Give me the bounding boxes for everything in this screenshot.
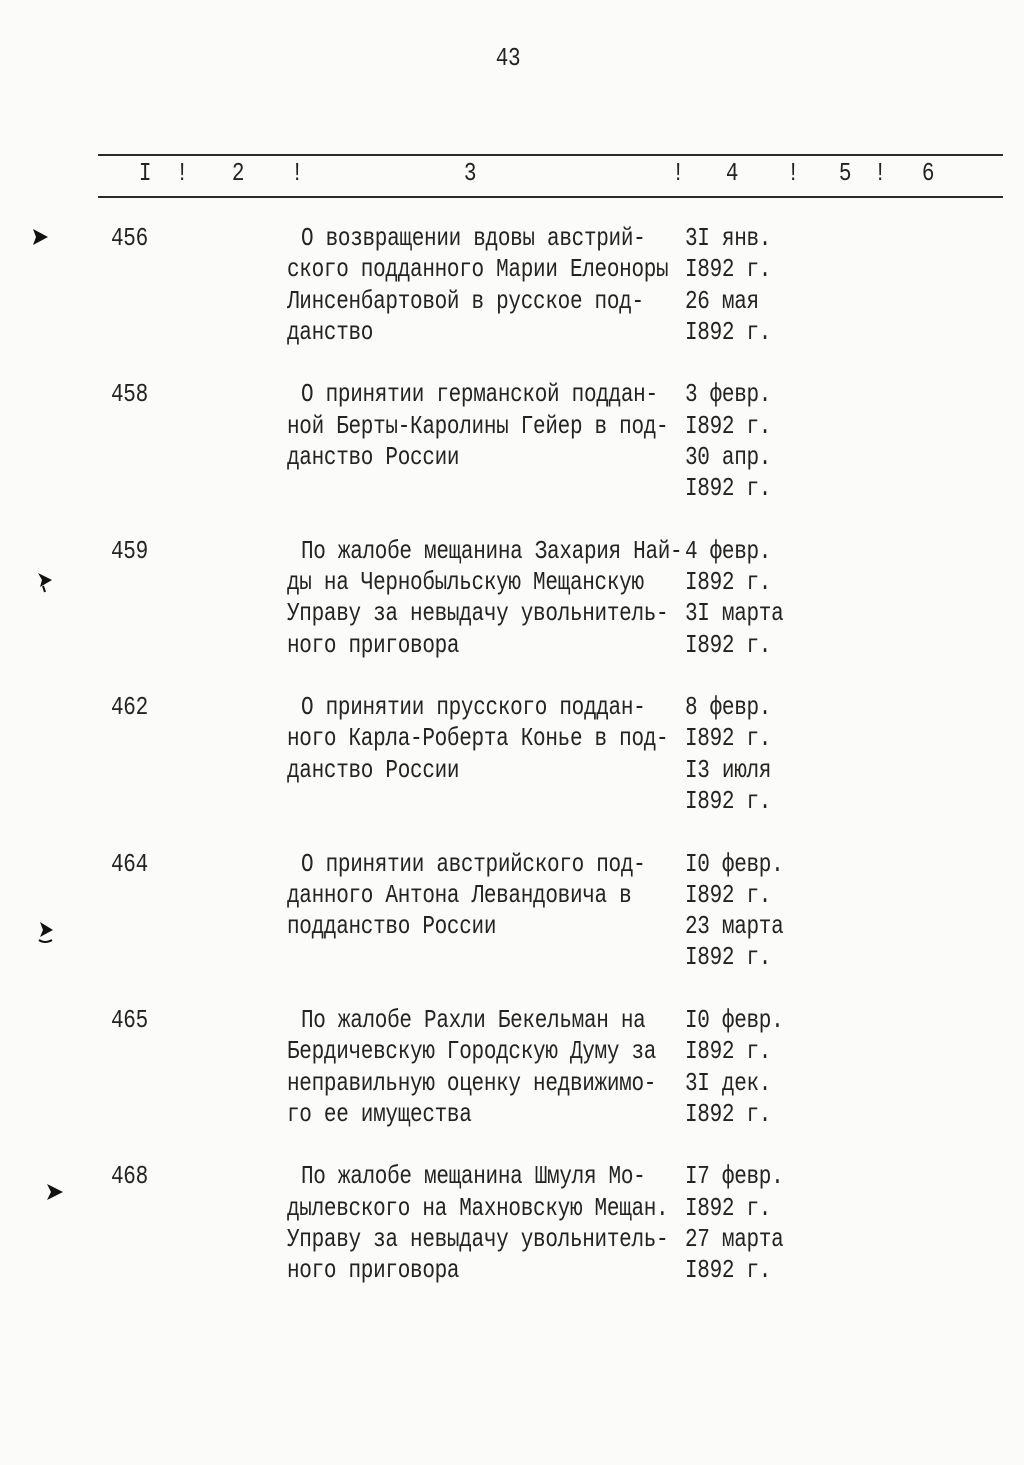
entry-number: 468 (111, 1163, 148, 1193)
description-line: данного Антона Левандовича в (287, 881, 632, 911)
date-line: 30 апр. (685, 444, 772, 473)
entry-dates (685, 380, 805, 505)
description-line: О принятии австрийского под- (301, 850, 646, 880)
description-line: О принятии германской поддан- (301, 381, 658, 411)
entry-dates (685, 537, 805, 662)
date-line: I892 г. (685, 725, 772, 755)
register-entry (0, 380, 1024, 536)
date-line: I892 г. (685, 1257, 772, 1287)
description-line: Управу за невыдачу увольнитель- (287, 1226, 669, 1255)
date-line: I892 г. (685, 631, 772, 661)
column-5-label: 5 (838, 160, 852, 189)
date-line: I892 г. (685, 475, 772, 505)
description-line: По жалобе мещанина Захария Най- (301, 537, 683, 567)
column-4-label: 4 (725, 160, 739, 189)
register-entry (0, 1006, 1024, 1162)
entry-number: 456 (111, 225, 148, 254)
column-3-label: 3 (463, 160, 477, 189)
description-line: О принятии прусского поддан- (301, 694, 646, 724)
column-separator: ! (671, 160, 685, 189)
description-line: неправильную оценку недвижимо- (287, 1069, 657, 1099)
description-line: ного приговора (287, 631, 460, 661)
entry-description (287, 224, 682, 349)
date-line: I892 г. (685, 944, 772, 974)
date-line: I0 февр. (685, 1007, 784, 1036)
entry-dates (685, 224, 805, 349)
date-line: 27 марта (685, 1226, 784, 1255)
date-line: I3 июля (685, 756, 772, 786)
entry-description (287, 1006, 682, 1131)
column-6-label: 6 (921, 160, 935, 189)
entry-number: 464 (111, 850, 148, 880)
entry-dates (685, 1006, 805, 1131)
header-bottom-rule (98, 196, 1003, 198)
entry-description (287, 1162, 682, 1287)
entry-dates (685, 1162, 805, 1287)
entry-dates (685, 850, 805, 975)
page-number: 43 (495, 45, 521, 74)
column-separator: ! (786, 160, 800, 189)
date-line: I0 февр. (685, 850, 784, 880)
entry-description (287, 850, 682, 944)
date-line: 3 февр. (685, 381, 772, 411)
date-line: I892 г. (685, 569, 772, 598)
date-line: I892 г. (685, 318, 772, 348)
description-line: Управу за невыдачу увольнитель- (287, 600, 669, 630)
description-line: По жалобе Рахли Бекельман на (301, 1007, 646, 1036)
date-line: I892 г. (685, 1194, 772, 1224)
entry-number: 462 (111, 694, 148, 724)
column-2-label: 2 (231, 160, 245, 189)
description-line: данство России (287, 756, 460, 786)
description-line: ного приговора (287, 1257, 460, 1287)
column-separator: ! (290, 160, 304, 189)
register-entry (0, 1162, 1024, 1318)
entry-description (287, 380, 682, 474)
description-line: ды на Чернобыльскую Мещанскую (287, 569, 644, 598)
date-line: I892 г. (685, 881, 772, 911)
description-line: ного Карла-Роберта Конье в под- (287, 725, 669, 755)
register-entry (0, 224, 1024, 380)
date-line: I892 г. (685, 256, 772, 286)
register-entry (0, 693, 1024, 849)
register-entry (0, 537, 1024, 693)
date-line: I892 г. (685, 788, 772, 817)
column-1-label: I (138, 160, 152, 189)
column-separator: ! (873, 160, 887, 189)
date-line: 4 февр. (685, 537, 772, 567)
entry-description (287, 537, 682, 662)
date-line: 3I дек. (685, 1069, 772, 1099)
date-line: I892 г. (685, 412, 772, 442)
column-separator: ! (175, 160, 189, 189)
date-line: 3I янв. (685, 225, 772, 254)
date-line: 8 февр. (685, 694, 772, 724)
description-line: По жалобе мещанина Шмуля Мо- (301, 1163, 646, 1193)
register-entry (0, 850, 1024, 1006)
date-line: 3I марта (685, 600, 784, 630)
register-table-body (0, 224, 1024, 1319)
description-line: ной Берты-Каролины Гейер в под- (287, 412, 669, 442)
description-line: Бердичевскую Городскую Думу за (287, 1038, 657, 1068)
description-line: подданство России (287, 913, 497, 942)
entry-number: 465 (111, 1007, 148, 1036)
entry-description (287, 693, 682, 787)
date-line: I7 февр. (685, 1163, 784, 1193)
table-header (0, 160, 1024, 190)
description-line: ского подданного Марии Елеоноры (287, 256, 669, 286)
description-line: данство России (287, 444, 460, 473)
entry-number: 459 (111, 537, 148, 567)
description-line: данство (287, 318, 374, 348)
date-line: 23 марта (685, 913, 784, 942)
entry-dates (685, 693, 805, 818)
description-line: го ее имущества (287, 1100, 472, 1130)
description-line: О возвращении вдовы австрий- (301, 225, 646, 254)
date-line: I892 г. (685, 1100, 772, 1130)
date-line: 26 мая (685, 287, 759, 317)
date-line: I892 г. (685, 1038, 772, 1068)
entry-number: 458 (111, 381, 148, 411)
description-line: дылевского на Махновскую Мещан. (287, 1194, 669, 1224)
description-line: Линсенбартовой в русское под- (287, 287, 644, 317)
